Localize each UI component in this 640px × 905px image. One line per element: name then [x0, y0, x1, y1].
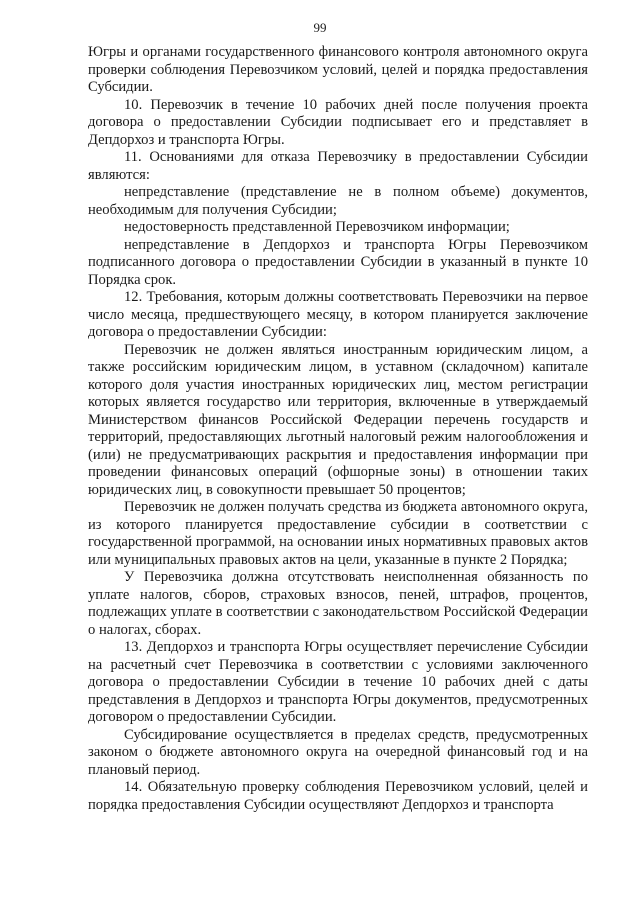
paragraph: 10. Перевозчик в течение 10 рабочих дней после получения проекта договора о предоставлении Субсидии подписывает его и представляет в Депдорхоз и транспорта Югры.	[88, 96, 588, 148]
paragraph: Перевозчик не должен являться иностранным юридическим лицом, а также российским юридическим лицом, в уставном (складочном) капитале которого доля участия иностранных юридических лиц, местом регистрации которых является государство или территория, включенные в утверждаемый Министерством финансов Российской Федерации перечень государств и территорий, предоставляющих льготный налоговый режим налогообложения и (или) не предусматривающих раскрытия и предоставления информации при проведении финансовых операций (офшорные зоны) в отношении таких юридических лиц, в совокупности превышает 50 процентов;	[88, 341, 588, 498]
document-body	[88, 44, 588, 814]
paragraph: Югры и органами государственного финансового контроля автономного округа проверки соблюдения Перевозчиком условий, целей и порядка предоставления Субсидии.	[88, 44, 588, 95]
paragraph: 14. Обязательную проверку соблюдения Перевозчиком условий, целей и порядка предоставления Субсидии осуществляют Депдорхоз и транспорта	[88, 779, 588, 813]
paragraph: 11. Основаниями для отказа Перевозчику в предоставлении Субсидии являются:	[88, 149, 588, 183]
paragraph: У Перевозчика должна отсутствовать неисполненная обязанность по уплате налогов, сборов, страховых взносов, пеней, штрафов, процентов, подлежащих уплате в соответствии с законодательством Российской Федерации о налогах, сборах.	[88, 569, 588, 638]
paragraph: непредставление в Депдорхоз и транспорта Югры Перевозчиком подписанного договора о предоставлении Субсидии в указанный в пункте 10 Порядка срок.	[88, 236, 588, 288]
paragraph: Субсидирование осуществляется в пределах средств, предусмотренных законом о бюджете автономного округа на очередной финансовый год и на плановый период.	[88, 726, 588, 778]
paragraph: недостоверность представленной Перевозчиком информации;	[124, 219, 510, 235]
paragraph: Перевозчик не должен получать средства из бюджета автономного округа, из которого планируется предоставление субсидии в соответствии с государственной программой, на основании иных нормативных правовых актов или муниципальных правовых актов на цели, указанные в пункте 2 Порядка;	[88, 499, 588, 568]
paragraph: непредставление (представление не в полном объеме) документов, необходимым для получения Субсидии;	[88, 184, 588, 218]
paragraph: 12. Требования, которым должны соответствовать Перевозчики на первое число месяца, предшествующего месяцу, в котором планируется заключение договора о предоставлении Субсидии:	[88, 289, 588, 340]
paragraph: 13. Депдорхоз и транспорта Югры осуществляет перечисление Субсидии на расчетный счет Перевозчика в соответствии с условиями заключенного договора о предоставлении Субсидии в течение 10 рабочих дней с даты представления в Депдорхоз и транспорта Югры документов, предусмотренных договором о предоставлении Субсидии.	[88, 639, 588, 725]
page-number: 99	[313, 20, 327, 35]
